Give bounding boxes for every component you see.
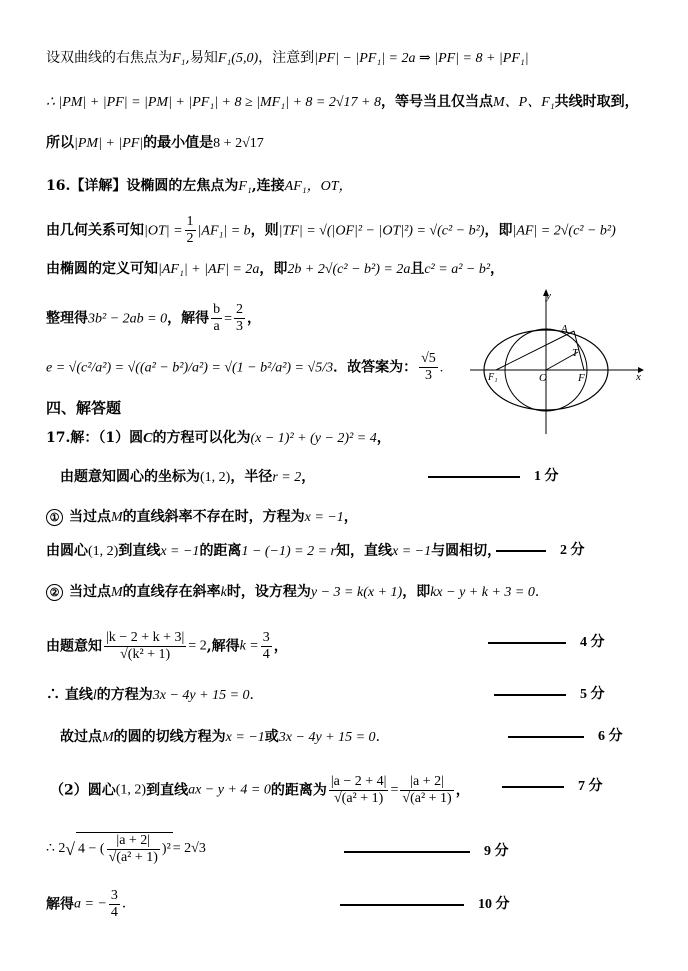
- fraction: [329, 774, 389, 807]
- section-heading: [46, 398, 121, 418]
- num: |a − 2 + 4|: [330, 774, 387, 789]
- q17-line-7: [46, 685, 264, 706]
- text: ，: [301, 469, 316, 485]
- label-f1: F₁: [488, 372, 498, 383]
- math: M: [111, 510, 123, 525]
- fraction: [261, 630, 272, 663]
- math: |TF| = √(|OF|² − |OT|²) = √(c² − b²): [278, 223, 485, 239]
- q17-line-10: [46, 832, 206, 866]
- den: √(a² + 1): [402, 791, 452, 806]
- math: 3b² − 2ab = 0: [88, 311, 168, 327]
- text: （2）: [50, 782, 88, 799]
- text: 当过点: [69, 584, 111, 600]
- text: ，: [455, 782, 470, 799]
- heading: 四、解答题: [46, 399, 122, 417]
- label-o: O: [539, 372, 547, 384]
- math: ax − y + 4 = 0: [188, 782, 271, 798]
- math: 3x − 4y + 15 = 0: [152, 688, 250, 703]
- radicand: [76, 832, 173, 866]
- text: ∴ 直线: [46, 687, 93, 703]
- text: 圆心: [87, 782, 116, 799]
- label-a: A: [561, 323, 568, 335]
- q17-line-2: [60, 467, 315, 488]
- text: ，: [343, 509, 358, 525]
- fraction: [211, 302, 222, 335]
- question-number: 17.解：: [46, 430, 99, 446]
- text: 共线时取到，: [554, 94, 639, 110]
- num: |a + 2|: [400, 774, 453, 791]
- text: 或: [264, 729, 279, 745]
- den: 4: [262, 647, 270, 662]
- num: 3: [262, 630, 270, 645]
- math: l: [92, 688, 97, 703]
- text: 到直线: [118, 543, 161, 559]
- dash: [340, 904, 464, 906]
- fraction: [400, 774, 453, 807]
- score-6: [502, 777, 603, 797]
- text: ，等号当且仅当点: [380, 94, 493, 110]
- text: 解得: [46, 896, 74, 913]
- math: 1 − (−1) = 2 = r: [241, 544, 336, 559]
- score-2: [496, 541, 585, 561]
- den: √(k² + 1): [120, 647, 171, 662]
- text: 整理得: [46, 310, 88, 327]
- fraction: [185, 214, 196, 247]
- math: r = 2: [272, 470, 302, 485]
- den: a: [213, 319, 220, 334]
- math: 8 + 2√17: [213, 136, 264, 151]
- text: 的距离: [199, 543, 242, 559]
- den: 2: [186, 231, 194, 246]
- math: |AF₁| = b: [197, 223, 251, 239]
- math: M: [111, 585, 123, 600]
- fraction: [234, 302, 245, 335]
- text: ,解得: [206, 638, 240, 655]
- text: 且: [410, 261, 425, 277]
- q17-line-1: [46, 428, 391, 449]
- score-5: [508, 727, 623, 747]
- math: k: [220, 585, 227, 600]
- text: 设双曲线的右焦点为: [46, 50, 172, 66]
- text: 到直线: [146, 782, 189, 799]
- text: 故过点: [60, 729, 102, 745]
- score-text: 6 分: [598, 729, 623, 744]
- label-y: y: [546, 290, 551, 302]
- text: 的距离为: [270, 782, 327, 799]
- text: ，则: [250, 222, 279, 239]
- text: ，: [376, 430, 391, 446]
- text: （1）圆: [98, 430, 144, 446]
- math: 2b + 2√(c² − b²) = 2a: [287, 262, 411, 277]
- text: 知，直线: [336, 543, 392, 559]
- q17-line-9: [50, 774, 470, 807]
- score-8: [340, 895, 510, 915]
- score-3: [488, 633, 605, 653]
- dash: [344, 851, 470, 853]
- math: = 2√3: [172, 841, 206, 856]
- dash: [502, 786, 564, 788]
- math: (1, 2): [200, 470, 231, 485]
- math: C: [143, 431, 153, 446]
- label-t: T: [572, 347, 579, 359]
- score-text: 1 分: [534, 469, 559, 484]
- score-text: 4 分: [580, 635, 605, 650]
- math: kx − y + k + 3 = 0: [430, 585, 535, 600]
- math: y − 3 = k(x + 1): [310, 585, 403, 600]
- math: x = −1: [225, 730, 265, 745]
- q16-head: [46, 176, 353, 197]
- math: )²: [161, 841, 171, 857]
- text: ．: [249, 687, 264, 703]
- text: ,易知: [185, 50, 218, 66]
- math: M: [102, 730, 114, 745]
- den: √(a² + 1): [108, 850, 158, 865]
- num: |a + 2|: [107, 833, 160, 850]
- score-text: 10 分: [478, 897, 510, 912]
- dash: [508, 736, 584, 738]
- score-text: 9 分: [484, 844, 509, 859]
- label-x: x: [636, 371, 641, 383]
- text: ．: [121, 896, 136, 912]
- math: (1, 2): [115, 782, 147, 798]
- line-1: [46, 48, 529, 69]
- q17-line-4: [46, 541, 501, 562]
- dash: [496, 550, 546, 552]
- text: 与圆相切，: [431, 543, 502, 559]
- score-text: 5 分: [580, 687, 605, 702]
- math: x = −1: [160, 544, 200, 559]
- math: F₁: [172, 51, 186, 66]
- den: 3: [424, 368, 432, 383]
- text: ．: [534, 584, 549, 600]
- q17-line-6: [46, 630, 288, 663]
- q17-line-3: [46, 507, 358, 528]
- math: a = −: [74, 896, 107, 912]
- math: F₁: [238, 179, 252, 194]
- math: F₁(5,0): [217, 51, 259, 66]
- math: |AF₁| + |AF| = 2a: [158, 262, 260, 277]
- num: 1: [186, 214, 194, 229]
- line-3: [46, 133, 264, 154]
- text: 由椭圆的定义可知: [46, 261, 158, 277]
- text: ．: [375, 729, 390, 745]
- ellipse-diagram: [466, 284, 646, 436]
- math: 4 − (: [78, 841, 105, 857]
- text: ，: [273, 638, 288, 655]
- line-7: [46, 302, 261, 335]
- text: 的圆的切线方程为: [113, 729, 226, 745]
- q17-line-11: [46, 888, 136, 921]
- math: (x − 1)² + (y − 2)² = 4: [250, 431, 377, 446]
- fraction: [419, 351, 438, 384]
- fraction: [107, 833, 160, 866]
- text: .: [439, 360, 444, 376]
- text: ,连接: [251, 178, 285, 194]
- text: 由题意知: [46, 638, 102, 655]
- q17-line-5: [46, 582, 549, 603]
- text: ，半径: [230, 469, 273, 485]
- text: ，: [247, 310, 261, 327]
- math: k =: [239, 638, 259, 654]
- score-text: 7 分: [578, 779, 603, 794]
- text: 由题意知圆心的坐标为: [60, 469, 200, 485]
- math: |OT| =: [144, 223, 183, 239]
- text: ，: [490, 261, 505, 277]
- score-text: 2 分: [560, 543, 585, 558]
- math: |AF| = 2√(c² − b²): [512, 223, 616, 239]
- num: 3: [110, 888, 118, 903]
- den: 3: [236, 319, 243, 334]
- math: x = −1: [304, 510, 344, 525]
- math: |PF| − |PF₁| = 2a ⇒ |PF| = 8 + |PF₁|: [314, 51, 529, 66]
- label-f: F: [578, 372, 585, 384]
- line-2: [46, 92, 639, 113]
- den: √(a² + 1): [334, 791, 384, 806]
- math: = 2: [188, 638, 207, 654]
- score-4: [494, 685, 605, 705]
- text: 的方程可以化为: [152, 430, 251, 446]
- text: ，即: [259, 261, 288, 277]
- line-5: [46, 214, 616, 247]
- math: |PM| + |PF|: [74, 136, 144, 151]
- math: =: [224, 311, 232, 327]
- text: ，注意到: [258, 50, 315, 66]
- segment-af1: [496, 331, 574, 370]
- math: c² = a² − b²: [424, 262, 491, 277]
- dash: [488, 642, 566, 644]
- line-8: [46, 351, 443, 384]
- fraction: [109, 888, 120, 921]
- text: ．故答案为：: [333, 359, 418, 376]
- question-number: 16.【详解】: [46, 178, 127, 194]
- score-1: [428, 467, 559, 487]
- text: 当过点: [69, 509, 111, 525]
- math: (1, 2): [88, 544, 119, 559]
- num: b: [213, 302, 221, 317]
- num: |k − 2 + k + 3|: [106, 630, 185, 645]
- num: √5: [421, 351, 436, 366]
- math: M、P、F₁: [492, 95, 555, 110]
- math: =: [390, 782, 399, 798]
- text: 的最小值是: [143, 135, 214, 151]
- math: ∴ |PM| + |PF| = |PM| + |PF₁| + 8 ≥ |MF₁| + 8 = 2√17 + 8: [46, 95, 381, 110]
- fraction: [104, 630, 186, 663]
- text: ，即: [484, 222, 513, 239]
- text: 的方程为: [96, 687, 153, 703]
- math: ∴ 2: [46, 841, 66, 856]
- text: 由圆心: [46, 543, 88, 559]
- text: ，即: [402, 584, 431, 600]
- text: 所以: [46, 135, 74, 151]
- radical-sign: √: [65, 839, 76, 859]
- q17-line-8: [60, 727, 390, 748]
- math: x = −1: [392, 544, 432, 559]
- den: 4: [110, 905, 118, 920]
- math: e = √(c²/a²) = √((a² − b²)/a²) = √(1 − b²/a²) = √5/3: [46, 360, 334, 376]
- text: 时，设方程为: [226, 584, 311, 600]
- dash: [428, 476, 520, 478]
- math: 3x − 4y + 15 = 0: [278, 730, 376, 745]
- text: 由几何关系可知: [46, 222, 144, 239]
- score-7: [344, 842, 509, 862]
- text: ，解得: [167, 310, 210, 327]
- text: 的直线斜率不存在时，方程为: [122, 509, 305, 525]
- circled-number: ①: [46, 509, 63, 526]
- text: 的直线存在斜率: [122, 584, 221, 600]
- dash: [494, 694, 566, 696]
- line-6: [46, 259, 504, 280]
- text: 设椭圆的左焦点为: [126, 178, 239, 194]
- num: 2: [236, 302, 243, 317]
- math: AF₁，OT，: [284, 179, 353, 194]
- circled-number: ②: [46, 584, 63, 601]
